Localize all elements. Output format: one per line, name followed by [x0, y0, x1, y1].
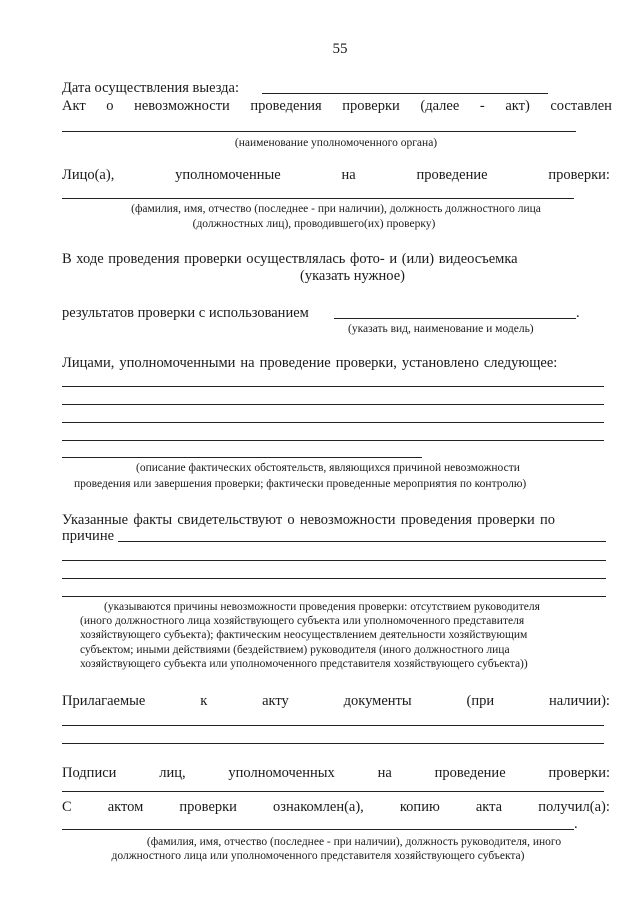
- act-word: (далее: [420, 98, 460, 114]
- departure-date-label: Дата осуществления выезда:: [62, 80, 240, 96]
- persons-field[interactable]: [62, 198, 574, 199]
- photo-choose: (указать нужное): [300, 268, 405, 284]
- reason-field-3[interactable]: [62, 578, 606, 579]
- act-word: проверки: [342, 98, 400, 114]
- reason-caption-4: субъектом; иными действиями (бездействием) руководителя (иного должностного лица: [80, 644, 510, 656]
- sign-word: уполномоченных: [228, 765, 335, 781]
- established-field-5[interactable]: [62, 457, 422, 458]
- sign-word: на: [377, 765, 392, 781]
- docs-line: [62, 693, 610, 709]
- sign-word: проведение: [434, 765, 506, 781]
- org-field[interactable]: [62, 131, 576, 132]
- docs-field-1[interactable]: [62, 725, 604, 726]
- docs-word: документы: [343, 693, 412, 709]
- act-line: [62, 98, 612, 114]
- sign-word: лиц,: [159, 765, 186, 781]
- persons-word: на: [341, 167, 356, 183]
- docs-word: к: [200, 693, 208, 709]
- sign-line: [62, 765, 610, 781]
- act-word: о: [106, 98, 114, 114]
- established-field-4[interactable]: [62, 440, 604, 441]
- acquaint-caption-2: должностного лица или уполномоченного представителя хозяйствующего субъекта): [111, 850, 525, 862]
- reason-caption-2: (иного должностного лица хозяйствующего субъекта или уполномоченного представителя: [80, 615, 525, 627]
- persons-line: [62, 167, 610, 183]
- established-field-2[interactable]: [62, 404, 604, 405]
- acquaint-word: акта: [475, 799, 503, 815]
- acquaint-word: получил(а):: [538, 799, 610, 815]
- docs-field-2[interactable]: [62, 743, 604, 744]
- acquaint-word: актом: [107, 799, 144, 815]
- acquaint-word: С: [62, 799, 72, 815]
- established-field-3[interactable]: [62, 422, 604, 423]
- page-number: 55: [332, 41, 348, 57]
- docs-word: наличии):: [548, 693, 610, 709]
- acquaint-word: проверки: [179, 799, 237, 815]
- docs-word: Прилагаемые: [62, 693, 146, 709]
- sign-word: проверки:: [548, 765, 610, 781]
- reason-caption-3: хозяйствующего субъекта); фактическим неосуществлением деятельности хозяйствующим: [80, 629, 528, 641]
- act-word: невозможности: [134, 98, 230, 114]
- persons-caption-2: (должностных лиц), проводившего(их) проверку): [192, 218, 436, 230]
- established-line: Лицами, уполномоченными на проведение проверки, установлено следующее:: [62, 355, 558, 371]
- facts-caption-2: проведения или завершения проверки; фактически проведенные мероприятия по контролю): [74, 478, 527, 490]
- sign-word: Подписи: [62, 765, 117, 781]
- results-period: .: [576, 305, 580, 321]
- persons-word: проверки:: [548, 167, 610, 183]
- reason-line: Указанные факты свидетельствуют о невозможности проведения проверки по: [62, 512, 556, 528]
- reason-field-2[interactable]: [62, 560, 606, 561]
- persons-word: проведение: [416, 167, 488, 183]
- departure-date-field[interactable]: [262, 93, 548, 94]
- facts-caption-1: (описание фактических обстоятельств, являющихся причиной невозможности: [136, 462, 520, 474]
- acquaint-word: копию: [399, 799, 440, 815]
- reason-caption-1: (указываются причины невозможности проведения проверки: отсутствием руководителя: [104, 601, 540, 613]
- reason-label: причине: [62, 528, 115, 544]
- photo-line: В ходе проведения проверки осуществлялась фото- и (или) видеосъемка: [62, 251, 518, 267]
- act-word: -: [479, 98, 485, 114]
- acquaint-period: .: [574, 816, 578, 832]
- reason-caption-5: хозяйствующего субъекта или уполномоченного представителя хозяйствующего субъекта)): [80, 658, 528, 670]
- results-field[interactable]: [334, 318, 576, 319]
- acquaint-line: [62, 799, 610, 815]
- acquaint-caption-1: (фамилия, имя, отчество (последнее - при наличии), должность руководителя, иного: [146, 836, 562, 848]
- results-caption: (указать вид, наименование и модель): [348, 323, 534, 335]
- act-word: акт): [505, 98, 530, 114]
- persons-word: уполномоченные: [175, 167, 281, 183]
- act-word: составлен: [550, 98, 612, 114]
- acquaint-word: ознакомлен(а),: [273, 799, 364, 815]
- persons-word: Лицо(а),: [62, 167, 115, 183]
- persons-caption-1: (фамилия, имя, отчество (последнее - при наличии), должность должностного лица: [131, 203, 541, 215]
- sign-field[interactable]: [62, 791, 604, 792]
- established-field-1[interactable]: [62, 386, 604, 387]
- act-word: проведения: [250, 98, 322, 114]
- docs-word: акту: [262, 693, 289, 709]
- results-label: результатов проверки с использованием: [62, 305, 309, 321]
- act-word: Акт: [62, 98, 86, 114]
- acquaint-field[interactable]: [62, 829, 574, 830]
- org-caption: (наименование уполномоченного органа): [234, 137, 438, 149]
- reason-field-1[interactable]: [118, 541, 606, 542]
- docs-word: (при: [466, 693, 495, 709]
- reason-field-4[interactable]: [62, 596, 606, 597]
